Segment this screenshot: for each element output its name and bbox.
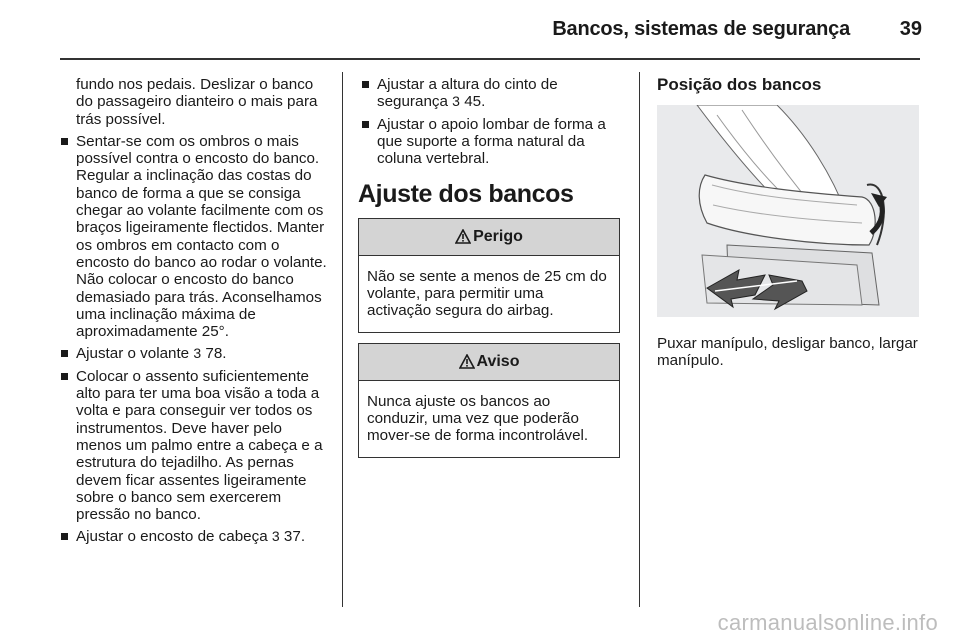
column-divider-left — [342, 72, 343, 607]
page-reference-link[interactable]: 45. — [464, 93, 486, 111]
list-item-text: Ajustar o volante — [76, 345, 190, 363]
right-column — [657, 76, 922, 369]
page-reference-arrow-icon: 3 — [452, 93, 460, 110]
header-divider — [60, 58, 920, 60]
list-item — [57, 368, 329, 524]
danger-box-header — [359, 219, 619, 256]
bullet-square-icon — [61, 533, 68, 540]
list-item-text: Colocar o assento suficientemente alto para ter uma boa visão a toda a volta e para conseguir ver todos os instrumentos. Deve haver pelo menos um palmo entre a cabeça e a estrutura do tejadilho. As pernas devem ficar assentes ligeiramente sobre o banco sem exercerem pressão no banco. — [76, 367, 323, 524]
danger-box-text: Não se sente a menos de 25 cm do volante, para permitir uma activação segura do airbag. — [367, 267, 607, 320]
left-column — [57, 76, 329, 551]
list-item — [57, 133, 329, 341]
page-reference-link[interactable]: 37. — [283, 528, 306, 546]
bullet-square-icon — [61, 138, 68, 145]
figure-caption: Puxar manípulo, desligar banco, largar manípulo. — [657, 334, 918, 369]
bullet-square-icon — [362, 81, 369, 88]
list-item — [358, 76, 620, 111]
middle-column — [358, 76, 620, 468]
danger-box — [358, 218, 620, 333]
page-reference-arrow-icon: 3 — [193, 345, 202, 362]
warning-box-header — [359, 344, 619, 381]
list-item-text: Ajustar o apoio lombar de forma a que suporte a forma natural da coluna vertebral. — [377, 115, 606, 168]
page-title: Bancos, sistemas de segurança — [552, 18, 850, 40]
warning-triangle-icon — [459, 354, 475, 369]
watermark: carmanualsonline.info — [717, 610, 938, 635]
list-item-text: Sentar-se com os ombros o mais possível contra o encosto do banco. Regular a inclinação das costas do banco de forma a que se consiga chegar ao volante facilmente com os braços ligeiramente flectidos. Manter os ombros em contacto com o encosto do banco ao rodar o volante. Não colocar o encosto do banco demasiado para trás. Aconselhamos uma inclinação máxima de aproximadamente 25°. — [76, 132, 327, 341]
page-reference-link[interactable]: 78. — [205, 345, 227, 363]
list-item-text: Ajustar o encosto de cabeça — [76, 528, 268, 546]
list-item — [358, 116, 620, 168]
page-header — [0, 0, 960, 60]
column-divider-right — [639, 72, 640, 607]
list-item — [57, 345, 329, 362]
bullet-square-icon — [61, 350, 68, 357]
warning-box-text: Nunca ajuste os bancos ao conduzir, uma vez que poderão mover-se de forma incontrolável. — [367, 392, 589, 445]
seat-adjustment-illustration — [657, 105, 919, 317]
warning-box — [358, 343, 620, 458]
list-item — [57, 528, 329, 545]
page-number: 39 — [899, 18, 922, 40]
bullet-square-icon — [362, 121, 369, 128]
list-item-text: Ajustar a altura do cinto de segurança — [377, 76, 558, 111]
section-heading: Ajuste dos bancos — [358, 180, 574, 209]
bullet-square-icon — [61, 373, 68, 380]
warning-triangle-icon — [455, 229, 471, 244]
warning-box-title: Aviso — [476, 353, 520, 371]
continued-paragraph: fundo nos pedais. Deslizar o banco do passageiro dianteiro o mais para trás possível. — [76, 76, 318, 128]
page-reference-arrow-icon: 3 — [271, 528, 280, 545]
subsection-heading: Posição dos bancos — [657, 75, 822, 94]
danger-box-title: Perigo — [473, 228, 523, 246]
